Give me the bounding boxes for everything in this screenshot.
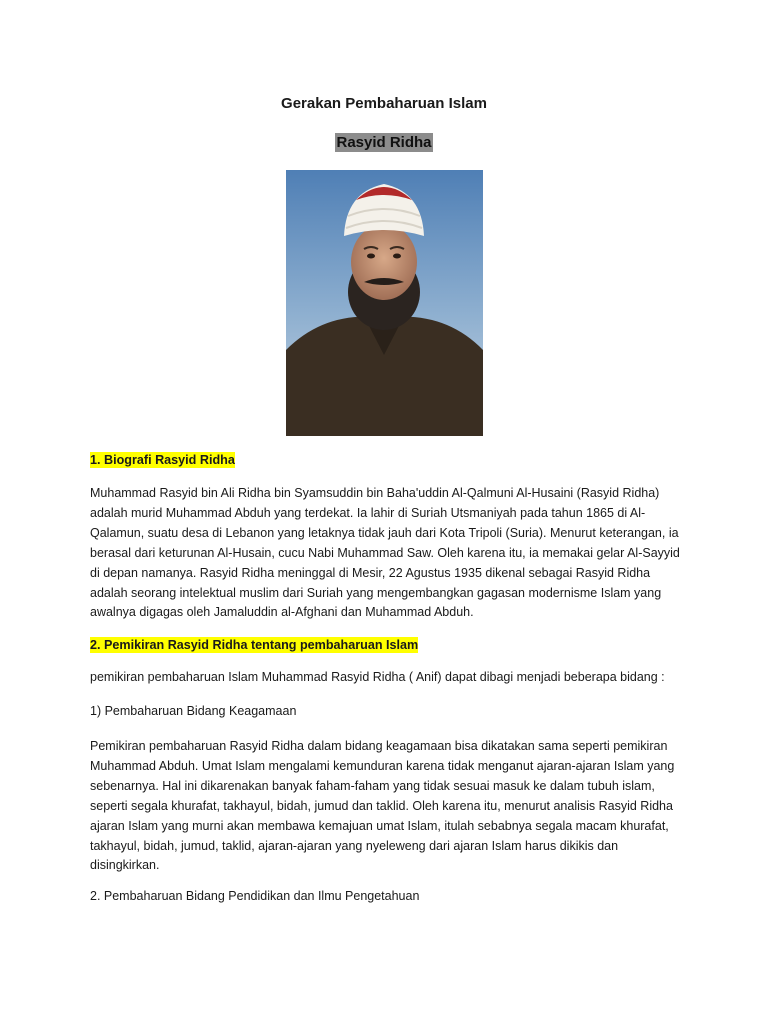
subheading-keagamaan: 1) Pembaharuan Bidang Keagamaan (90, 704, 297, 718)
document-title: Gerakan Pembaharuan Islam (281, 95, 487, 112)
keagamaan-paragraph: Pemikiran pembaharuan Rasyid Ridha dalam bidang keagamaan bisa dikatakan sama seperti pemikiran Muhammad Abduh. Umat Islam mengalami kemunduran karena tidak menganut ajaran-ajaran Islam yang sebenarnya. Hal ini dikarenakan banyak faham-faham yang tidak sesuai masuk ke dalam tubuh islam, seperti segala khurafat, takhayul, bidah, jumud dan taklid. Oleh karena itu, menurut analisis Rasyid Ridha ajaran Islam yang murni akan membawa kemajuan umat Islam, itulah sebabnya segala macam khurafat, takhayul, bidah, jumud, taklid, ajaran-ajaran yang nyeleweng dari ajaran Islam harus dikikis dan disingkirkan. (90, 739, 675, 873)
section-heading-biografi-text: 1. Biografi Rasyid Ridha (90, 453, 235, 467)
section-heading-pemikiran-text: 2. Pemikiran Rasyid Ridha tentang pembaharuan Islam (90, 638, 419, 652)
document-subtitle: Rasyid Ridha (336, 134, 432, 151)
subtitle-wrapper (0, 133, 768, 152)
section-heading-biografi (90, 453, 235, 467)
pemikiran-intro: pemikiran pembaharuan Islam Muhammad Rasyid Ridha ( Anif) dapat dibagi menjadi beberapa bidang : (90, 670, 665, 684)
portrait-photo (286, 170, 483, 436)
biografi-paragraph: Muhammad Rasyid bin Ali Ridha bin Syamsuddin bin Baha'uddin Al-Qalmuni Al-Husaini (Rasyid Ridha) adalah murid Muhammad Abduh yang terdekat. Ia lahir di Suriah Utsmaniyah pada tahun 1865 di Al-Qalamun, suatu desa di Lebanon yang letaknya tidak jauh dari Kota Tripoli (Suria). Menurut keterangan, ia berasal dari keturunan Al-Husain, cucu Nabi Muhammad Saw. Oleh karena itu, ia memakai gelar Al-Sayyid di depan namanya. Rasyid Ridha meninggal di Mesir, 22 Agustus 1935 dikenal sebagai Rasyid Ridha adalah seorang intelektual muslim dari Suriah yang mengembangkan gagasan modernisme Islam yang awalnya digagas oleh Jamaluddin al-Afghani dan Muhammad Abduh. (90, 486, 680, 620)
subheading-pendidikan: 2. Pembaharuan Bidang Pendidikan dan Ilmu Pengetahuan (90, 889, 420, 903)
section-heading-pemikiran (90, 638, 418, 652)
